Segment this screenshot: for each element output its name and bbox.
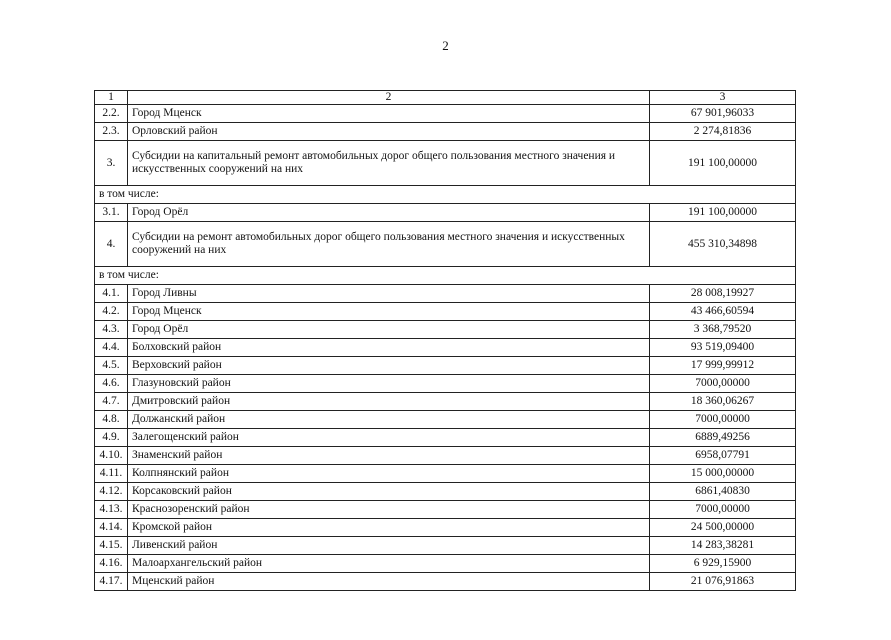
row-number-cell: 2.2.	[95, 105, 128, 123]
row-number-cell: 3.	[95, 141, 128, 186]
table-row	[95, 303, 796, 321]
row-number-cell: 4.15.	[95, 537, 128, 555]
row-value-cell: 191 100,00000	[650, 141, 796, 186]
row-value-cell: 14 283,38281	[650, 537, 796, 555]
row-number-cell: 4.2.	[95, 303, 128, 321]
row-value-cell: 7000,00000	[650, 375, 796, 393]
row-name-cell: Город Мценск	[128, 105, 650, 123]
table-row	[95, 573, 796, 591]
row-number-cell: 4.11.	[95, 465, 128, 483]
row-value-cell: 6861,40830	[650, 483, 796, 501]
table-row	[95, 519, 796, 537]
row-name-cell: Город Орёл	[128, 321, 650, 339]
row-number-cell: 4.10.	[95, 447, 128, 465]
row-name-cell: Город Орёл	[128, 204, 650, 222]
row-name-cell: Ливенский район	[128, 537, 650, 555]
row-name-cell: Знаменский район	[128, 447, 650, 465]
row-name-cell: Должанский район	[128, 411, 650, 429]
table-row	[95, 411, 796, 429]
table-row	[95, 222, 796, 267]
table-row	[95, 123, 796, 141]
row-number-cell: 4.9.	[95, 429, 128, 447]
table-row	[95, 141, 796, 186]
subheading-text: в том числе:	[95, 267, 796, 285]
row-value-cell: 7000,00000	[650, 501, 796, 519]
row-name-cell: Залегощенский район	[128, 429, 650, 447]
row-name-cell: Дмитровский район	[128, 393, 650, 411]
row-name-cell: Колпнянский район	[128, 465, 650, 483]
row-number-cell: 4.17.	[95, 573, 128, 591]
table-row	[95, 375, 796, 393]
row-number-cell: 4.12.	[95, 483, 128, 501]
table-row	[95, 465, 796, 483]
subsidy-table	[94, 90, 796, 591]
row-name-cell: Малоархангельский район	[128, 555, 650, 573]
row-number-cell: 4.6.	[95, 375, 128, 393]
row-name-cell: Глазуновский район	[128, 375, 650, 393]
row-number-cell: 4.7.	[95, 393, 128, 411]
subheading-row	[95, 267, 796, 285]
row-number-cell: 4.8.	[95, 411, 128, 429]
row-name-cell: Болховский район	[128, 339, 650, 357]
row-value-cell: 6958,07791	[650, 447, 796, 465]
row-name-cell: Корсаковский район	[128, 483, 650, 501]
row-name-cell: Мценский район	[128, 573, 650, 591]
table-row	[95, 105, 796, 123]
row-number-cell: 4.16.	[95, 555, 128, 573]
subheading-row	[95, 186, 796, 204]
row-value-cell: 6 929,15900	[650, 555, 796, 573]
row-value-cell: 191 100,00000	[650, 204, 796, 222]
table-row	[95, 321, 796, 339]
row-value-cell: 43 466,60594	[650, 303, 796, 321]
row-value-cell: 17 999,99912	[650, 357, 796, 375]
table-row	[95, 429, 796, 447]
row-value-cell: 18 360,06267	[650, 393, 796, 411]
table-row	[95, 555, 796, 573]
row-value-cell: 6889,49256	[650, 429, 796, 447]
table-row	[95, 204, 796, 222]
row-number-cell: 4.3.	[95, 321, 128, 339]
header-col-1: 1	[95, 91, 128, 105]
row-value-cell: 67 901,96033	[650, 105, 796, 123]
header-col-2: 2	[128, 91, 650, 105]
table-row	[95, 357, 796, 375]
row-value-cell: 93 519,09400	[650, 339, 796, 357]
table-row	[95, 393, 796, 411]
row-name-cell: Краснозоренский район	[128, 501, 650, 519]
row-value-cell: 15 000,00000	[650, 465, 796, 483]
row-name-cell: Кромской район	[128, 519, 650, 537]
header-col-3: 3	[650, 91, 796, 105]
row-number-cell: 3.1.	[95, 204, 128, 222]
row-number-cell: 4.1.	[95, 285, 128, 303]
table-row	[95, 483, 796, 501]
row-value-cell: 21 076,91863	[650, 573, 796, 591]
row-name-cell: Субсидии на капитальный ремонт автомобильных дорог общего пользования местного значения и искусственных сооружений на них	[128, 141, 650, 186]
table-header-row	[95, 91, 796, 105]
row-value-cell: 24 500,00000	[650, 519, 796, 537]
table-row	[95, 537, 796, 555]
table-row	[95, 447, 796, 465]
table-row	[95, 501, 796, 519]
row-value-cell: 28 008,19927	[650, 285, 796, 303]
row-number-cell: 4.13.	[95, 501, 128, 519]
page-number: 2	[442, 38, 449, 53]
row-name-cell: Орловский район	[128, 123, 650, 141]
row-number-cell: 4.	[95, 222, 128, 267]
row-value-cell: 3 368,79520	[650, 321, 796, 339]
row-value-cell: 2 274,81836	[650, 123, 796, 141]
row-number-cell: 4.4.	[95, 339, 128, 357]
subheading-text: в том числе:	[95, 186, 796, 204]
table-body	[95, 91, 796, 591]
row-name-cell: Верховский район	[128, 357, 650, 375]
row-name-cell: Субсидии на ремонт автомобильных дорог общего пользования местного значения и искусственных сооружений на них	[128, 222, 650, 267]
row-number-cell: 4.5.	[95, 357, 128, 375]
row-number-cell: 2.3.	[95, 123, 128, 141]
row-number-cell: 4.14.	[95, 519, 128, 537]
table-row	[95, 285, 796, 303]
row-value-cell: 7000,00000	[650, 411, 796, 429]
row-value-cell: 455 310,34898	[650, 222, 796, 267]
table-row	[95, 339, 796, 357]
row-name-cell: Город Мценск	[128, 303, 650, 321]
row-name-cell: Город Ливны	[128, 285, 650, 303]
